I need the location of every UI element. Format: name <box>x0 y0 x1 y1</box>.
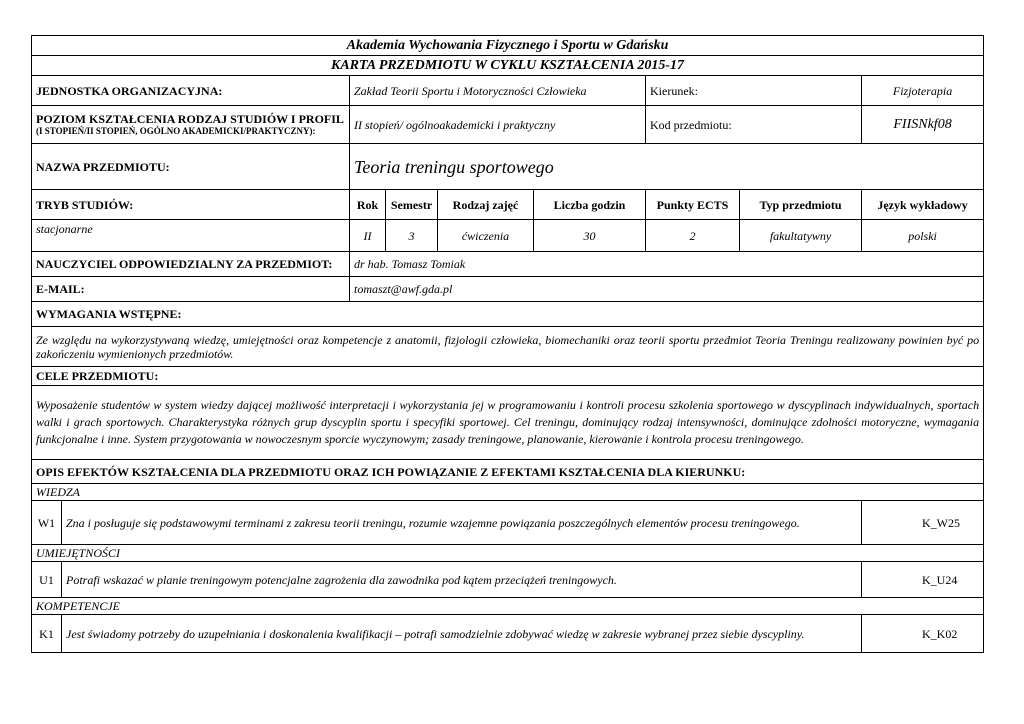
knowledge-title-row <box>32 484 984 501</box>
teacher-row <box>32 252 984 277</box>
header-row-institution <box>32 36 984 56</box>
year-value: II <box>350 220 386 252</box>
goals-text-row <box>32 386 984 460</box>
requirements-label: WYMAGANIA WSTĘPNE: <box>32 302 984 327</box>
knowledge-title: WIEDZA <box>32 484 984 501</box>
mode-values-row <box>32 220 984 252</box>
col-header-subject-type: Typ przedmiotu <box>740 190 862 220</box>
skills-id: U1 <box>32 562 62 598</box>
outcomes-label: OPIS EFEKTÓW KSZTAŁCENIA DLA PRZEDMIOTU ORAZ ICH POWIĄZANIE Z EFEKTAMI KSZTAŁCENIA DLA KIERUNKU: <box>32 460 984 484</box>
goals-label-row <box>32 367 984 386</box>
knowledge-id: W1 <box>32 501 62 545</box>
competences-text: Jest świadomy potrzeby do uzupełniania i doskonalenia kwalifikacji – potrafi samodzielnie zdobywać wiedzę w zakresie wybranej przez siebie dyscypliny. <box>62 615 862 653</box>
ects-value: 2 <box>646 220 740 252</box>
requirements-label-row <box>32 302 984 327</box>
col-header-year: Rok <box>350 190 386 220</box>
email-label: E-MAIL: <box>32 277 350 302</box>
col-header-language: Język wykładowy <box>862 190 984 220</box>
code-label: Kod przedmiotu: <box>646 106 862 144</box>
col-header-semester: Semestr <box>386 190 438 220</box>
level-value: II stopień/ ogólnoakademicki i praktyczny <box>350 106 646 144</box>
level-label-sub: (I STOPIEŃ/II STOPIEŃ, OGÓLNO AKADEMICKI/PRAKTYCZNY): <box>36 126 316 136</box>
col-header-class-type: Rodzaj zajęć <box>438 190 534 220</box>
goals-label: CELE PRZEDMIOTU: <box>32 367 984 386</box>
course-card-table <box>31 35 984 653</box>
mode-label: TRYB STUDIÓW: <box>32 190 350 220</box>
course-card <box>31 35 983 653</box>
knowledge-code: K_W25 <box>862 501 984 545</box>
outcomes-label-row <box>32 460 984 484</box>
subject-value: Teoria treningu sportowego <box>350 144 984 190</box>
requirements-text: Ze względu na wykorzystywaną wiedzę, umiejętności oraz kompetencje z anatomii, fizjologii człowieka, biomechaniki oraz teorii sportu przedmiot Teoria Treningu realizowany powinien być po zakończeniu wymienionych przedmiotów. <box>32 327 984 367</box>
subject-type-value: fakultatywny <box>740 220 862 252</box>
card-title: KARTA PRZEDMIOTU W CYKLU KSZTAŁCENIA 2015-17 <box>32 56 984 76</box>
email-value: tomaszt@awf.gda.pl <box>350 277 984 302</box>
email-row <box>32 277 984 302</box>
subject-row <box>32 144 984 190</box>
code-value: FIISNkf08 <box>862 106 984 144</box>
mode-header-row <box>32 190 984 220</box>
hours-value: 30 <box>534 220 646 252</box>
competences-outcome-row <box>32 615 984 653</box>
institution-name: Akademia Wychowania Fizycznego i Sportu w Gdańsku <box>32 36 984 56</box>
level-label-main: POZIOM KSZTAŁCENIA RODZAJ STUDIÓW I PROFIL <box>36 112 344 126</box>
competences-title: KOMPETENCJE <box>32 598 984 615</box>
class-type-value: ćwiczenia <box>438 220 534 252</box>
skills-title: UMIEJĘTNOŚCI <box>32 545 984 562</box>
unit-row <box>32 76 984 106</box>
header-row-title <box>32 56 984 76</box>
direction-label: Kierunek: <box>646 76 862 106</box>
skills-code: K_U24 <box>862 562 984 598</box>
teacher-value: dr hab. Tomasz Tomiak <box>350 252 984 277</box>
requirements-text-row <box>32 327 984 367</box>
teacher-label: NAUCZYCIEL ODPOWIEDZIALNY ZA PRZEDMIOT: <box>32 252 350 277</box>
language-value: polski <box>862 220 984 252</box>
skills-title-row <box>32 545 984 562</box>
knowledge-outcome-row <box>32 501 984 545</box>
level-label <box>32 106 350 144</box>
level-row <box>32 106 984 144</box>
subject-label: NAZWA PRZEDMIOTU: <box>32 144 350 190</box>
goals-text: Wyposażenie studentów w system wiedzy dającej możliwość interpretacji i wykorzystania jej w programowaniu i kontroli procesu szkolenia sportowego w dyscyplinach indywidualnych, sportach walki i grach sportowych. Charakterystyka różnych grup dyscyplin sportu i specyfiki sportowej. Cel treningu, dominujący rodzaj intensywności, dominujące zdolności motoryczne, wymagania funkcjonalne i inne. System przygotowania w nowoczesnym sporcie wyczynowym; zasady treningowe, planowanie, kierowanie i kontrola procesu treningowego. <box>32 386 984 460</box>
col-header-ects: Punkty ECTS <box>646 190 740 220</box>
competences-title-row <box>32 598 984 615</box>
mode-value: stacjonarne <box>32 220 350 252</box>
unit-value: Zakład Teorii Sportu i Motoryczności Człowieka <box>350 76 646 106</box>
skills-outcome-row <box>32 562 984 598</box>
skills-text: Potrafi wskazać w planie treningowym potencjalne zagrożenia dla zawodnika pod kątem przeciążeń treningowych. <box>62 562 862 598</box>
competences-id: K1 <box>32 615 62 653</box>
unit-label: JEDNOSTKA ORGANIZACYJNA: <box>32 76 350 106</box>
competences-code: K_K02 <box>862 615 984 653</box>
knowledge-text: Zna i posługuje się podstawowymi terminami z zakresu teorii treningu, rozumie wzajemne powiązania poszczególnych elementów procesu treningowego. <box>62 501 862 545</box>
col-header-hours: Liczba godzin <box>534 190 646 220</box>
direction-value: Fizjoterapia <box>862 76 984 106</box>
semester-value: 3 <box>386 220 438 252</box>
